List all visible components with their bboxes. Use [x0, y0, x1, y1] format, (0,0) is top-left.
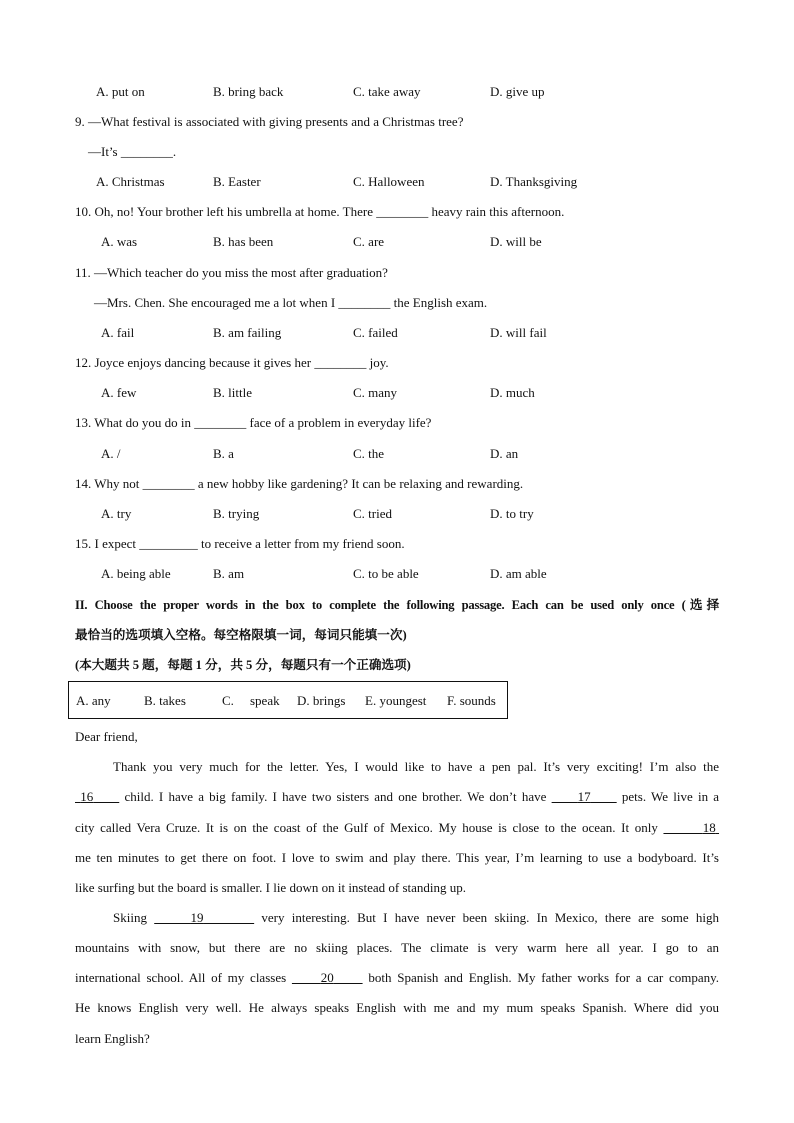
blank-17: 17: [577, 789, 591, 804]
passage-p1-line4: me ten minutes to get there on foot. I love to swim and play there. This year, I’m learning to use a bodyboard. It’s: [75, 850, 719, 865]
passage-p2-line3: [75, 970, 719, 986]
q9-option-d: D. Thanksgiving: [490, 174, 578, 189]
passage-p2-line1-text-b: very interesting. But I have never been skiing. In Mexico, there are some high: [261, 910, 720, 925]
passage-p1-line2-text-a: child. I have a big family. I have two sisters and one brother. We don’t have: [124, 789, 547, 804]
passage-greeting: Dear friend,: [75, 729, 138, 744]
passage-p1-line2-text-b: pets. We live in a: [621, 789, 720, 804]
q12-option-a: A. few: [101, 385, 137, 400]
q15-option-b: B. am: [213, 566, 245, 581]
passage-p2-line3-text-a: international school. All of my classes: [75, 970, 287, 985]
q9-stem: 9. —What festival is associated with giving presents and a Christmas tree?: [75, 114, 464, 129]
q9-option-c: C. Halloween: [353, 174, 425, 189]
q14-option-b: B. trying: [213, 506, 260, 521]
blank-19: 19: [190, 910, 204, 925]
passage-p1-line3: [75, 820, 719, 836]
q11-option-a: A. fail: [101, 325, 135, 340]
q11-option-c: C. failed: [353, 325, 398, 340]
box-word-a: A. any: [76, 693, 111, 708]
word-box: [68, 681, 508, 719]
q11-stem: 11. —Which teacher do you miss the most after graduation?: [75, 265, 388, 280]
q12-stem: 12. Joyce enjoys dancing because it gives her ________ joy.: [75, 355, 389, 370]
box-word-d: D. brings: [297, 693, 346, 708]
passage-p2-line3-text-b: both Spanish and English. My father works for a car company.: [368, 970, 720, 985]
box-word-c-label: C.: [222, 693, 234, 708]
q9-option-b: B. Easter: [213, 174, 261, 189]
q8-option-d: D. give up: [490, 84, 545, 99]
q9-reply: —It’s ________.: [88, 144, 177, 159]
q12-option-b: B. little: [213, 385, 252, 400]
passage-p1-line3-text: city called Vera Cruze. It is on the coast of the Gulf of Mexico. My house is close to the ocean. It only: [75, 820, 658, 835]
q13-option-d: D. an: [490, 446, 519, 461]
q11-option-d: D. will fail: [490, 325, 547, 340]
box-word-b: B. takes: [144, 693, 186, 708]
q8-option-c: C. take away: [353, 84, 421, 99]
q13-option-a: A. /: [101, 446, 121, 461]
q13-option-b: B. a: [213, 446, 234, 461]
q11-option-b: B. am failing: [213, 325, 282, 340]
q15-option-a: A. being able: [101, 566, 171, 581]
q10-option-a: A. was: [101, 234, 138, 249]
blank-16: 16: [80, 789, 94, 804]
section2-title-line2: 最恰当的选项填入空格。每空格限填一词，每词只能填一次): [75, 628, 407, 642]
blank-20: 20: [320, 970, 334, 985]
q11-reply: —Mrs. Chen. She encouraged me a lot when I ________ the English exam.: [94, 295, 488, 310]
passage-p2-line5: learn English?: [75, 1031, 150, 1046]
q10-stem: 10. Oh, no! Your brother left his umbrella at home. There ________ heavy rain this afternoon.: [75, 204, 565, 219]
q14-option-a: A. try: [101, 506, 132, 521]
passage-p2-line4: He knows English very well. He always speaks English with me and my mum speaks Spanish. Where did you: [75, 1000, 719, 1015]
q9-option-a: A. Christmas: [96, 174, 165, 189]
blank-18: 18: [702, 820, 716, 835]
q13-option-c: C. the: [353, 446, 385, 461]
box-word-f: F. sounds: [447, 693, 496, 708]
passage-p2-line2: mountains with snow, but there are no skiing places. The climate is very warm here all year. I go to an: [75, 940, 719, 955]
passage-p2-line1: [113, 910, 719, 926]
passage-p1-line1: Thank you very much for the letter. Yes, I would like to have a pen pal. It’s very exciting! I’m also the: [113, 759, 719, 774]
q15-option-c: C. to be able: [353, 566, 419, 581]
q10-option-d: D. will be: [490, 234, 542, 249]
passage-p1-line2: [75, 789, 719, 805]
section2-title-line1: II. Choose the proper words in the box to complete the following passage. Each can be used only once (选择: [75, 598, 719, 612]
q14-stem: 14. Why not ________ a new hobby like gardening? It can be relaxing and rewarding.: [75, 476, 524, 491]
q8-option-b: B. bring back: [213, 84, 284, 99]
q8-option-a: A. put on: [96, 84, 145, 99]
q10-option-c: C. are: [353, 234, 385, 249]
box-word-e: E. youngest: [365, 693, 427, 708]
q15-option-d: D. am able: [490, 566, 547, 581]
passage-p2-line1-text-a: Skiing: [113, 910, 147, 925]
q14-option-d: D. to try: [490, 506, 534, 521]
q13-stem: 13. What do you do in ________ face of a problem in everyday life?: [75, 415, 432, 430]
q12-option-d: D. much: [490, 385, 535, 400]
passage-p1-line5: like surfing but the board is smaller. I lie down on it instead of standing up.: [75, 880, 467, 895]
q15-stem: 15. I expect _________ to receive a letter from my friend soon.: [75, 536, 405, 551]
box-word-c: speak: [250, 693, 280, 708]
section2-instruction: (本大题共 5 题，每题 1 分，共 5 分，每题只有一个正确选项): [75, 658, 411, 672]
q14-option-c: C. tried: [353, 506, 392, 521]
q10-option-b: B. has been: [213, 234, 274, 249]
q12-option-c: C. many: [353, 385, 398, 400]
